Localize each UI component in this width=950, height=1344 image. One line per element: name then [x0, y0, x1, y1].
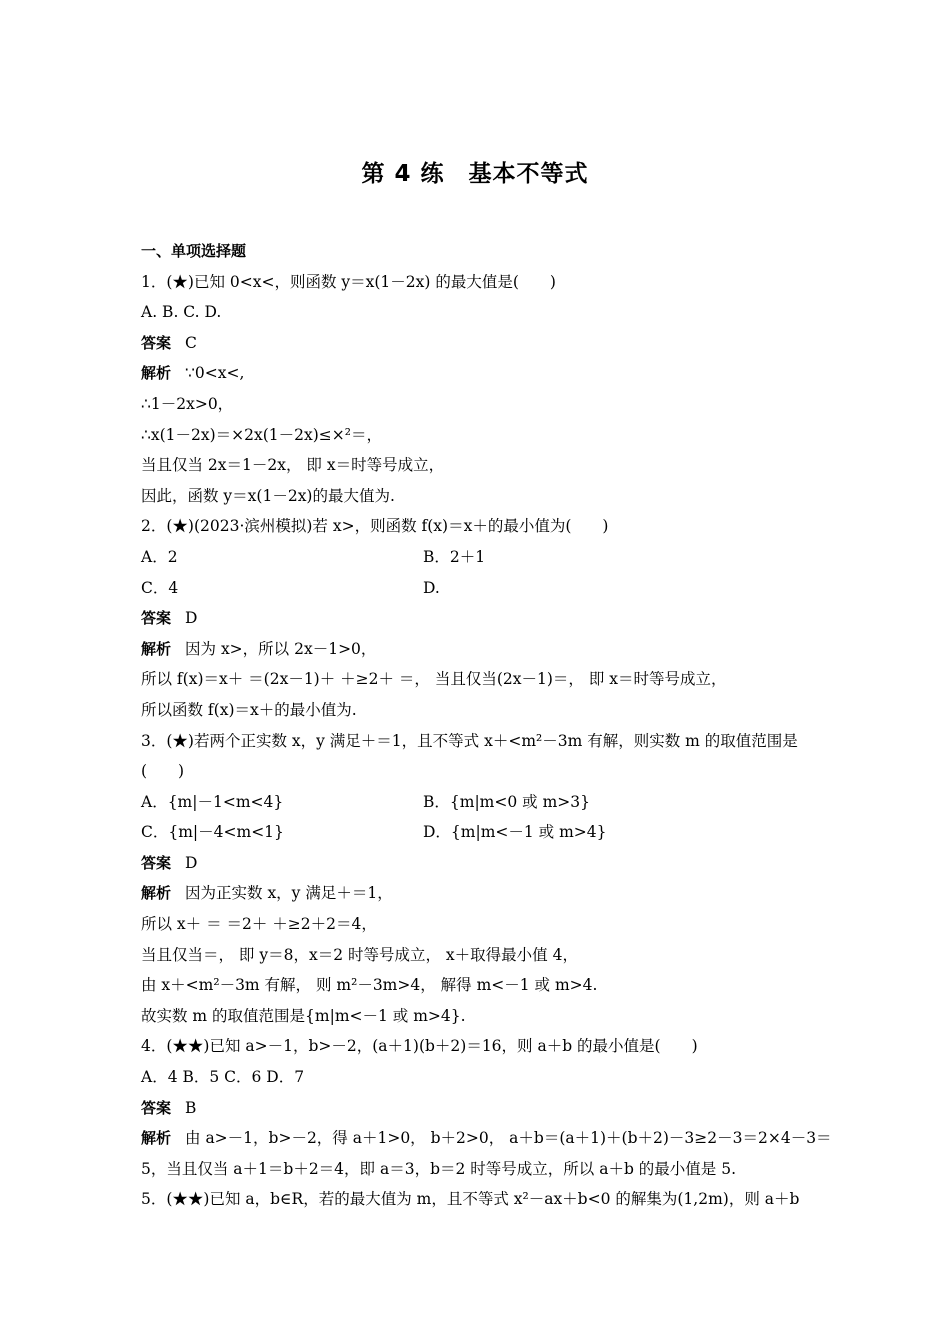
question-1-answer [141, 328, 811, 359]
question-2-options-row-1 [141, 542, 811, 573]
question-4-analysis [141, 1123, 832, 1154]
answer-value: B [185, 1098, 197, 1117]
analysis-label: 解析 [141, 1129, 172, 1148]
answer-value: D [185, 609, 198, 628]
answer-value: D [185, 853, 198, 872]
question-3-options-row-2 [141, 817, 811, 848]
question-1-options: A. B. C. D. [141, 303, 222, 322]
question-4-answer [141, 1093, 811, 1124]
analysis-text: 因为正实数 x，y 满足＋＝1， [185, 884, 393, 903]
analysis-line: 当且仅当 2x＝1－2x， 即 x＝时等号成立， [141, 456, 445, 475]
question-3-stem: 3．(★)若两个正实数 x，y 满足＋＝1，且不等式 x＋<m²－3m 有解，则实数 m 的取值范围是 [141, 731, 798, 750]
question-3-options-row-1 [141, 787, 811, 818]
option-a: A．{m|－1<m<4} [141, 792, 284, 811]
question-3-stem-cont: ( ) [141, 762, 185, 781]
question-2-analysis [141, 634, 811, 665]
analysis-label: 解析 [141, 364, 172, 383]
analysis-line: 因此，函数 y＝x(1－2x)的最大值为. [141, 486, 395, 505]
option-c: C．{m|－4<m<1} [141, 823, 284, 842]
answer-label: 答案 [141, 853, 172, 872]
question-4-options: A．4 B．5 C．6 D．7 [141, 1068, 305, 1087]
option-d: D. [423, 578, 440, 597]
question-3-answer [141, 848, 811, 879]
option-d: D．{m|m<－1 或 m>4} [423, 823, 607, 842]
question-2-answer [141, 603, 811, 634]
option-a: A．2 [141, 547, 178, 566]
question-1-analysis [141, 358, 811, 389]
option-b: B．2＋1 [423, 547, 486, 566]
question-2-options-row-2 [141, 573, 811, 604]
analysis-line: 所以 f(x)＝x＋ ＝(2x－1)＋ ＋≥2＋ ＝， 当且仅当(2x－1)＝， 即 x＝时等号成立， [141, 670, 727, 689]
answer-label: 答案 [141, 609, 172, 628]
analysis-line: ∴1－2x>0， [141, 394, 234, 413]
analysis-line: 由 x＋<m²－3m 有解， 则 m²－3m>4， 解得 m<－1 或 m>4. [141, 976, 598, 995]
analysis-line: 所以函数 f(x)＝x＋的最小值为. [141, 700, 357, 719]
analysis-line: 5，当且仅当 a＋1＝b＋2＝4，即 a＝3，b＝2 时等号成立，所以 a＋b 的最小值是 5. [141, 1159, 737, 1178]
section-heading: 一、单项选择题 [141, 242, 247, 260]
analysis-text: 因为 x>，所以 2x－1>0， [185, 639, 377, 658]
analysis-label: 解析 [141, 639, 172, 658]
analysis-text: ∵0<x<, [185, 364, 245, 383]
question-2-stem: 2．(★)(2023·滨州模拟)若 x>，则函数 f(x)＝x＋的最小值为( ) [141, 517, 609, 536]
answer-label: 答案 [141, 333, 172, 352]
analysis-line: 所以 x＋ ＝ ＝2＋ ＋≥2＋2＝4， [141, 915, 377, 934]
answer-value: C [185, 333, 197, 352]
option-c: C．4 [141, 578, 179, 597]
option-b: B．{m|m<0 或 m>3} [423, 792, 590, 811]
analysis-label: 解析 [141, 884, 172, 903]
document-body [141, 236, 832, 1215]
analysis-line: 当且仅当＝， 即 y＝8，x＝2 时等号成立， x＋取得最小值 4， [141, 945, 578, 964]
answer-label: 答案 [141, 1098, 172, 1117]
question-3-analysis [141, 878, 811, 909]
analysis-line: ∴x(1－2x)＝×2x(1－2x)≤×²＝， [141, 425, 382, 444]
question-4-stem: 4．(★★)已知 a>－1，b>－2，(a＋1)(b＋2)＝16，则 a＋b 的最小值是( ) [141, 1037, 698, 1056]
question-1-stem: 1．(★)已知 0<x<，则函数 y＝x(1－2x) 的最大值是( ) [141, 272, 556, 291]
question-5-stem: 5．(★★)已知 a，b∈R，若的最大值为 m，且不等式 x²－ax＋b<0 的解集为(1,2m)，则 a＋b [141, 1190, 800, 1209]
analysis-text: 由 a>－1，b>－2，得 a＋1>0， b＋2>0， a＋b＝(a＋1)＋(b＋2)－3≥2－3＝2×4－3＝ [185, 1129, 832, 1148]
page-title: 第 4 练 基本不等式 [361, 161, 589, 187]
analysis-line: 故实数 m 的取值范围是{m|m<－1 或 m>4}. [141, 1006, 466, 1025]
